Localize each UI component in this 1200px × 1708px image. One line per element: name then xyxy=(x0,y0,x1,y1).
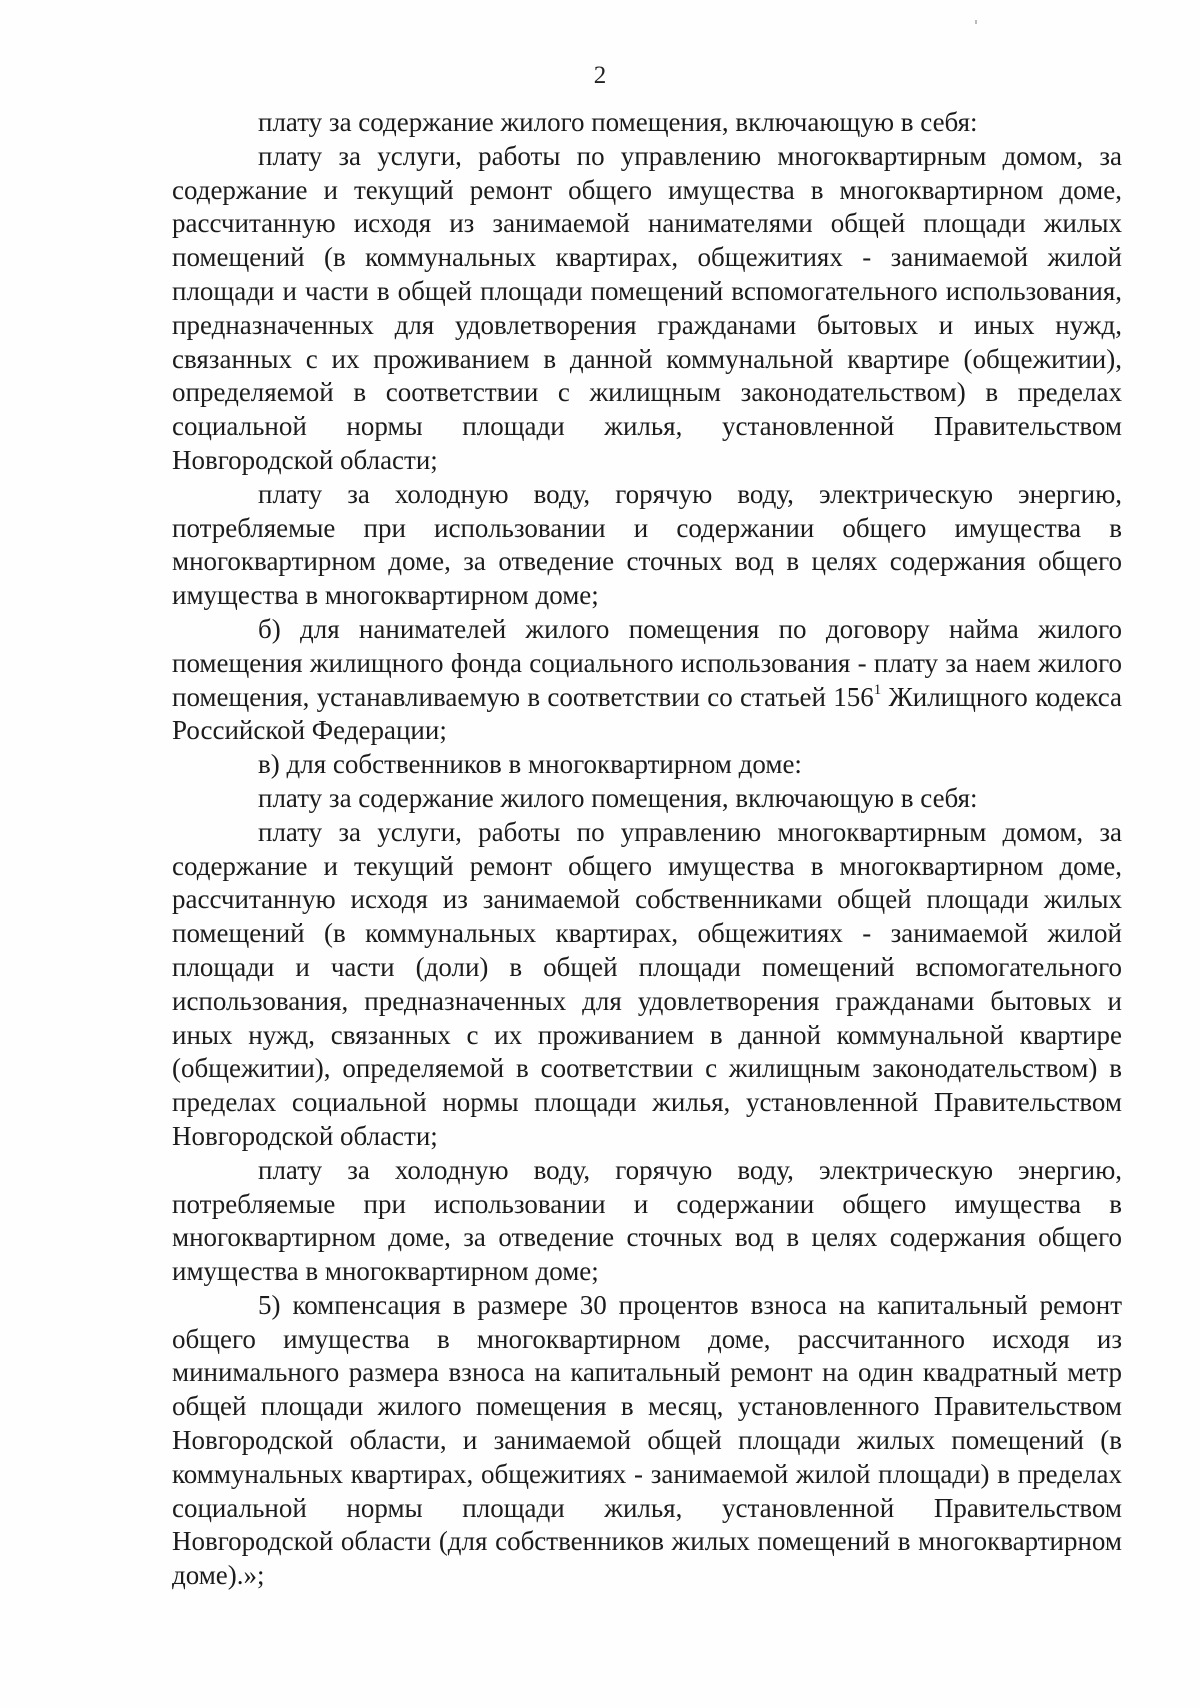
paragraph: в) для собственников в многоквартирном доме: xyxy=(258,749,802,780)
superscript-mark: 1 xyxy=(873,681,882,698)
paragraph: плату за услуги, работы по управлению многоквартирным домом, за содержание и текущий ремонт общего имущества в многоквартирном доме, рассчитанную исходя из занимаемой собственниками общей площади жилых помещений (в коммунальных квартирах, общежитиях - занимаемой жилой площади и части (доли) в общей площади помещений вспомогательного использования, предназначенных для удовлетворения гражданами бытовых и иных нужд, связанных с их проживанием в данной коммунальной квартире (общежитии), определяемой в соответствии с жилищным законодательством) в пределах социальной нормы площади жилья, установленной Правительством Новгородской области; xyxy=(172,816,1122,1151)
body-text xyxy=(172,106,1122,1593)
paragraph: 5) компенсация в размере 30 процентов взноса на капитальный ремонт общего имущества в многоквартирном доме, рассчитанного исходя из минимального размера взноса на капитальный ремонт на один квадратный метр общей площади жилого помещения в месяц, установленного Правительством Новгородской области, и занимаемой общей площади жилых помещений (в коммунальных квартирах, общежитиях - занимаемой жилой площади) в пределах социальной нормы площади жилья, установленной Правительством Новгородской области (для собственников жилых помещений в многоквартирном доме).»; xyxy=(172,1289,1122,1591)
paragraph-text: Жилищного кодекса Российской Федерации; xyxy=(172,681,1122,746)
paragraph: плату за холодную воду, горячую воду, электрическую энергию, потребляемые при использовании и содержании общего имущества в многоквартирном доме, за отведение сточных вод в целях содержания общего имущества в многоквартирном доме; xyxy=(172,478,1122,611)
paragraph: плату за услуги, работы по управлению многоквартирным домом, за содержание и текущий ремонт общего имущества в многоквартирном доме, рассчитанную исходя из занимаемой нанимателями общей площади жилых помещений (в коммунальных квартирах, общежитиях - занимаемой жилой площади и части в общей площади помещений вспомогательного использования, предназначенных для удовлетворения гражданами бытовых и иных нужд, связанных с их проживанием в данной коммунальной квартире (общежитии), определяемой в соответствии с жилищным законодательством) в пределах социальной нормы площади жилья, установленной Правительством Новгородской области; xyxy=(172,140,1122,475)
page-number: 2 xyxy=(593,62,607,89)
scan-speck xyxy=(975,20,977,24)
paragraph: плату за холодную воду, горячую воду, электрическую энергию, потребляемые при использовании и содержании общего имущества в многоквартирном доме, за отведение сточных вод в целях содержания общего имущества в многоквартирном доме; xyxy=(172,1154,1122,1287)
paragraph-text: б) для нанимателей жилого помещения по договору найма жилого помещения жилищного фонда социального использования - плату за наем жилого помещения, устанавливаемую в соответствии со статьей 156 xyxy=(172,613,1122,712)
paragraph xyxy=(172,613,1122,748)
paragraph: плату за содержание жилого помещения, включающую в себя: xyxy=(258,107,978,137)
paragraph: плату за содержание жилого помещения, включающую в себя: xyxy=(258,782,978,813)
